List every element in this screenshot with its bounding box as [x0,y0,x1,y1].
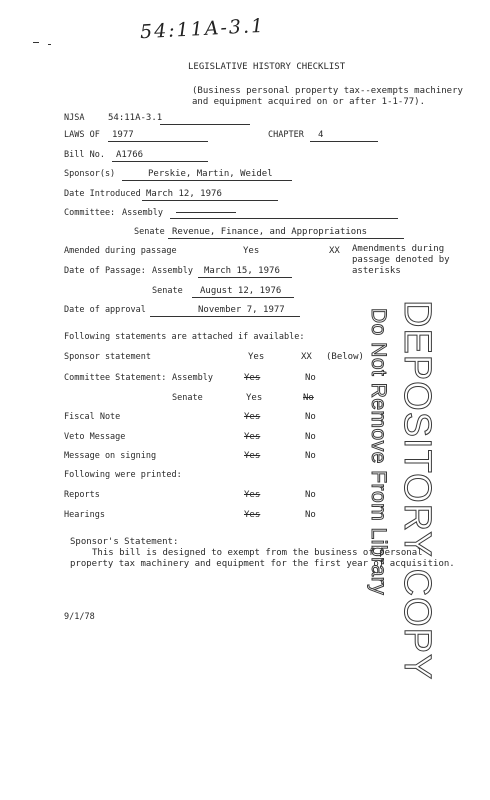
sponsor-statement-label: Sponsor statement [64,352,151,362]
attached-header: Following statements are attached if available: [64,332,305,342]
bill-no-value: A1766 [116,150,144,160]
laws-of-value: 1977 [112,130,134,140]
committee-statement-label: Committee Statement: [64,373,167,383]
stray-mark [33,42,39,43]
committee-senate-statement-no: No [303,393,314,403]
sponsor-statement-no: XX [301,352,312,362]
committee-statement-no: No [305,373,316,383]
statement-heading: Sponsor's Statement: [70,537,179,547]
do-not-remove-stamp: Do Not Remove From Library [367,308,390,596]
message-signing-no: No [305,451,316,461]
stray-mark [48,44,51,45]
amended-note-line-2: passage denoted by [352,255,450,265]
approval-value: November 7, 1977 [198,305,285,315]
committee-senate-statement-label: Senate [172,393,203,403]
committee-senate-label: Senate [134,227,165,237]
committee-statement-assembly: Assembly [172,373,213,383]
committee-senate-value: Revenue, Finance, and Appropriations [172,227,368,237]
committee-assembly-label: Assembly [122,208,163,218]
amended-no-mark: XX [329,246,340,256]
sponsors-value: Perskie, Martin, Weidel [148,169,273,179]
chapter-value: 4 [318,130,324,140]
page-title: LEGISLATIVE HISTORY CHECKLIST [188,62,346,72]
date-introduced-label: Date Introduced [64,189,141,199]
veto-message-label: Veto Message [64,432,126,442]
njsa-underline [160,124,250,125]
description-line-2: and equipment acquired on or after 1-1-77). [192,97,425,107]
sponsors-label: Sponsor(s) [64,169,116,179]
laws-of-label: LAWS OF [64,130,100,140]
reports-no: No [305,490,316,500]
veto-message-yes: Yes [244,432,261,442]
fiscal-note-label: Fiscal Note [64,412,121,422]
njsa-value: 54:11A-3.1 [108,113,163,123]
chapter-underline [310,141,378,142]
passage-assembly-underline [198,277,292,278]
handwritten-number: 54:11A-3.1 [139,14,266,44]
passage-assembly-value: March 15, 1976 [204,266,280,276]
committee-assembly-underline [170,218,398,219]
hearings-yes: Yes [244,510,261,520]
statement-line-1: This bill is designed to exempt from the business of personal [92,548,423,558]
message-signing-label: Message on signing [64,451,157,461]
fiscal-note-yes: Yes [244,412,261,422]
description-line-1: (Business personal property tax--exempts machinery [192,86,463,96]
sponsor-statement-note: (Below) [326,352,364,362]
amended-yes: Yes [243,246,260,256]
sponsors-underline [122,180,292,181]
laws-of-underline [108,141,208,142]
veto-message-no: No [305,432,316,442]
passage-assembly-label: Assembly [152,266,193,276]
committee-assembly-dash [176,212,236,213]
approval-label: Date of approval [64,305,146,315]
printed-header: Following were printed: [64,470,182,480]
date-introduced-underline [142,200,278,201]
committee-senate-statement-yes: Yes [246,393,263,403]
passage-senate-value: August 12, 1976 [200,286,282,296]
date-introduced-value: March 12, 1976 [146,189,222,199]
passage-senate-underline [192,297,294,298]
fiscal-note-no: No [305,412,316,422]
passage-senate-label: Senate [152,286,183,296]
committee-senate-underline [168,238,404,239]
hearings-label: Hearings [64,510,105,520]
approval-underline [150,316,300,317]
committee-label: Committee: [64,208,116,218]
hearings-no: No [305,510,316,520]
statement-line-2: property tax machinery and equipment for the first year of acquisition. [70,559,455,569]
chapter-label: CHAPTER [268,130,304,140]
message-signing-yes: Yes [244,451,261,461]
njsa-label: NJSA [64,113,85,123]
sponsor-statement-yes: Yes [248,352,265,362]
depository-copy-stamp: DEPOSITORY COPY [396,300,438,681]
reports-yes: Yes [244,490,261,500]
bill-no-underline [112,161,208,162]
amended-note-line-1: Amendments during [352,244,445,254]
reports-label: Reports [64,490,100,500]
footer-date: 9/1/78 [64,612,95,622]
amended-label: Amended during passage [64,246,177,256]
passage-label: Date of Passage: [64,266,146,276]
amended-note-line-3: asterisks [352,266,401,276]
bill-no-label: Bill No. [64,150,105,160]
committee-statement-yes: Yes [244,373,261,383]
